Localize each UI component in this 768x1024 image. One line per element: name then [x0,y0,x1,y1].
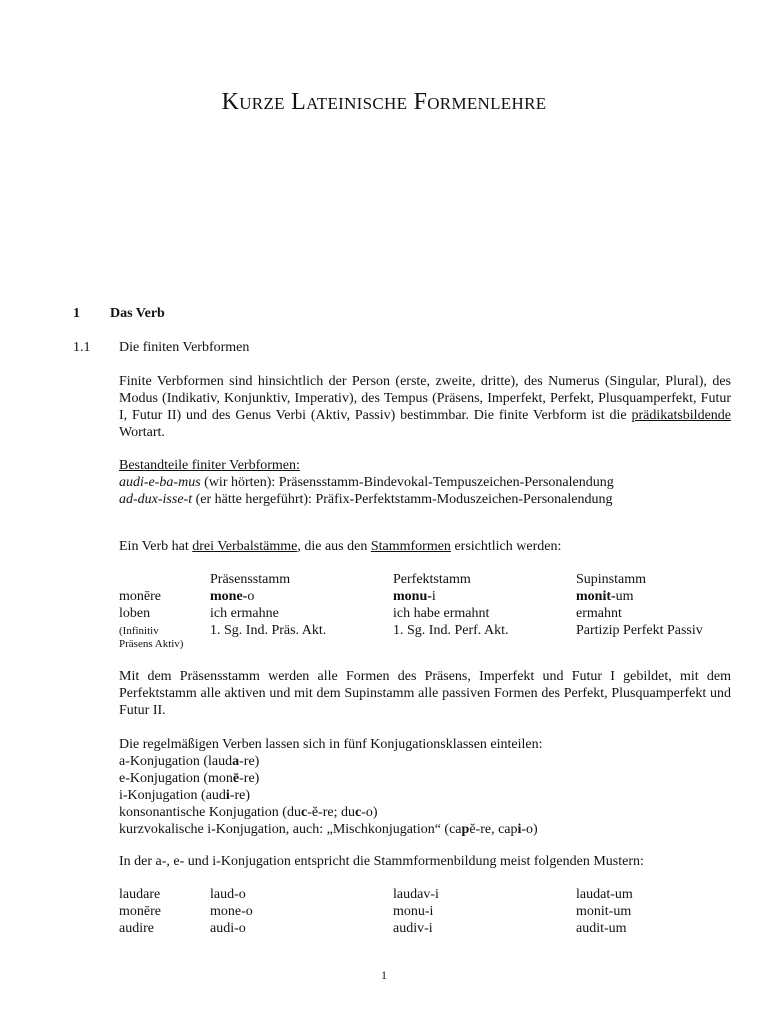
cell-supin: Partizip Perfekt Passiv [576,623,703,638]
ending: um [615,589,634,604]
pattern-cell: mone-o [210,904,253,919]
cell-perfekt [393,588,436,605]
stem-bold: monit- [576,589,616,604]
text: ĕ-re, cap [469,822,518,837]
bold-vowel: i [225,788,230,803]
cell-praesens: 1. Sg. Ind. Präs. Akt. [210,623,327,638]
text: konsonantische Konjugation (du [119,805,301,820]
stem-bold: monu- [393,589,432,604]
konjugation-i [119,787,731,804]
pattern-cell: audi-o [210,921,246,936]
bold-vowel: a [232,754,240,769]
text: -ĕ-re; du [307,805,356,820]
bold-letter: p [461,822,470,837]
example-2-latin: ad-dux-isse-t [119,492,193,507]
cell-supin: ermahnt [576,606,622,621]
stems-intro-text-2: , die aus den [297,539,371,554]
pattern-cell: monit-um [576,904,632,919]
bestandteile-block [119,457,731,508]
bestandteile-example-2 [119,491,731,508]
pattern-cell: laudat-um [576,887,633,902]
pattern-cell: audiv-i [393,921,433,936]
subsection-heading: Die finiten Verbformen [119,340,250,355]
text: i-Konjugation (aud [119,788,226,803]
stems-intro [119,538,731,555]
intro-text-2: Wortart. [119,425,165,440]
text: kurzvokalische i-Konjugation, auch: „Mischkonjugation“ (ca [119,822,462,837]
stems-intro-text-3: ersichtlich werden: [450,539,562,554]
subsection-number: 1.1 [73,340,91,355]
row-label [119,625,183,651]
bestandteile-example-1 [119,474,731,491]
stem-bold: mone- [210,589,248,604]
cell-supin [576,588,634,605]
example-1-latin: audi-e-ba-mus [119,475,201,490]
text: -o) [361,805,378,820]
stems-intro-underlined-1: drei Verbalstämme [192,539,298,554]
pattern-cell: monēre [119,904,161,919]
pattern-cell: audit-um [576,921,627,936]
pattern-intro: In der a-, e- und i-Konjugation entspricht die Stammformenbildung meist folgenden Mustern: [119,854,644,869]
pattern-cell: laudav-i [393,887,439,902]
konjugation-kurzvokalisch [119,821,731,838]
text: -re) [239,771,260,786]
konjugation-konsonantisch [119,804,731,821]
cell-perfekt: 1. Sg. Ind. Perf. Akt. [393,623,509,638]
intro-text-1: Finite Verbformen sind hinsichtlich der Person (erste, zweite, dritte), des Numerus (Singular, Plural), des Modus (Indikativ, Konjunktiv, Imperativ), des Tempus (Präsens, Imperfekt, Perfekt, Plusquamperfekt, Futur I, Futur II) und des Genus Verbi (Aktiv, Passiv) bestimmbar. Die finite Verbform ist die [119,374,731,423]
pattern-cell: audire [119,921,154,936]
pattern-cell: laud-o [210,887,246,902]
intro-underlined: prädikatsbildende [631,408,731,423]
konjugation-intro: Die regelmäßigen Verben lassen sich in fünf Konjugationsklassen einteilen: [119,737,543,752]
konjugation-a [119,753,731,770]
text: a-Konjugation (laud [119,754,233,769]
header-perfektstamm: Perfektstamm [393,572,471,587]
text: -re) [229,788,251,803]
row-label: monēre [119,589,161,604]
page-number: 1 [381,968,387,982]
row-label-line-2: Präsens Aktiv) [119,638,184,650]
example-2-text: (er hätte hergeführt): Präfix-Perfektstamm-Moduszeichen-Personalendung [192,492,613,507]
document-title: Kurze Lateinische Formenlehre [221,89,547,115]
stems-intro-text-1: Ein Verb hat [119,539,193,554]
cell-praesens: ich ermahne [210,606,279,621]
bold-letter: i [517,822,522,837]
intro-paragraph [119,373,731,441]
row-label: loben [119,606,151,621]
konjugation-e [119,770,731,787]
section-number: 1 [73,306,80,321]
konjugation-block [119,736,731,838]
header-supinstamm: Supinstamm [576,572,647,587]
bold-letter: c [300,805,308,820]
text: -re) [239,754,260,769]
bestandteile-heading: Bestandteile finiter Verbformen: [119,458,300,473]
example-1-text: (wir hörten): Präsensstamm-Bindevokal-Tempuszeichen-Personalendung [200,475,614,490]
bold-vowel: ē [232,771,240,786]
row-label-line-1: (Infinitiv [119,625,159,637]
ending: o [247,589,255,604]
stem-usage-paragraph: Mit dem Präsensstamm werden alle Formen des Präsens, Imperfekt und Futur I gebildet, mit dem Perfektstamm alle aktiven und mit dem Supinstamm alle passiven Formen des Perfekt, Plusquamperfekt und Futur II. [119,669,731,718]
pattern-cell: laudare [119,887,161,902]
header-praesensstamm: Präsensstamm [210,572,291,587]
cell-perfekt: ich habe ermahnt [393,606,490,621]
ending: i [431,589,436,604]
text: -o) [521,822,538,837]
bold-letter: c [355,805,362,820]
cell-praesens [210,588,254,605]
pattern-cell: monu-i [393,904,434,919]
section-heading: Das Verb [110,306,165,321]
text: e-Konjugation (mon [119,771,233,786]
stems-intro-underlined-2: Stammformen [370,539,451,554]
